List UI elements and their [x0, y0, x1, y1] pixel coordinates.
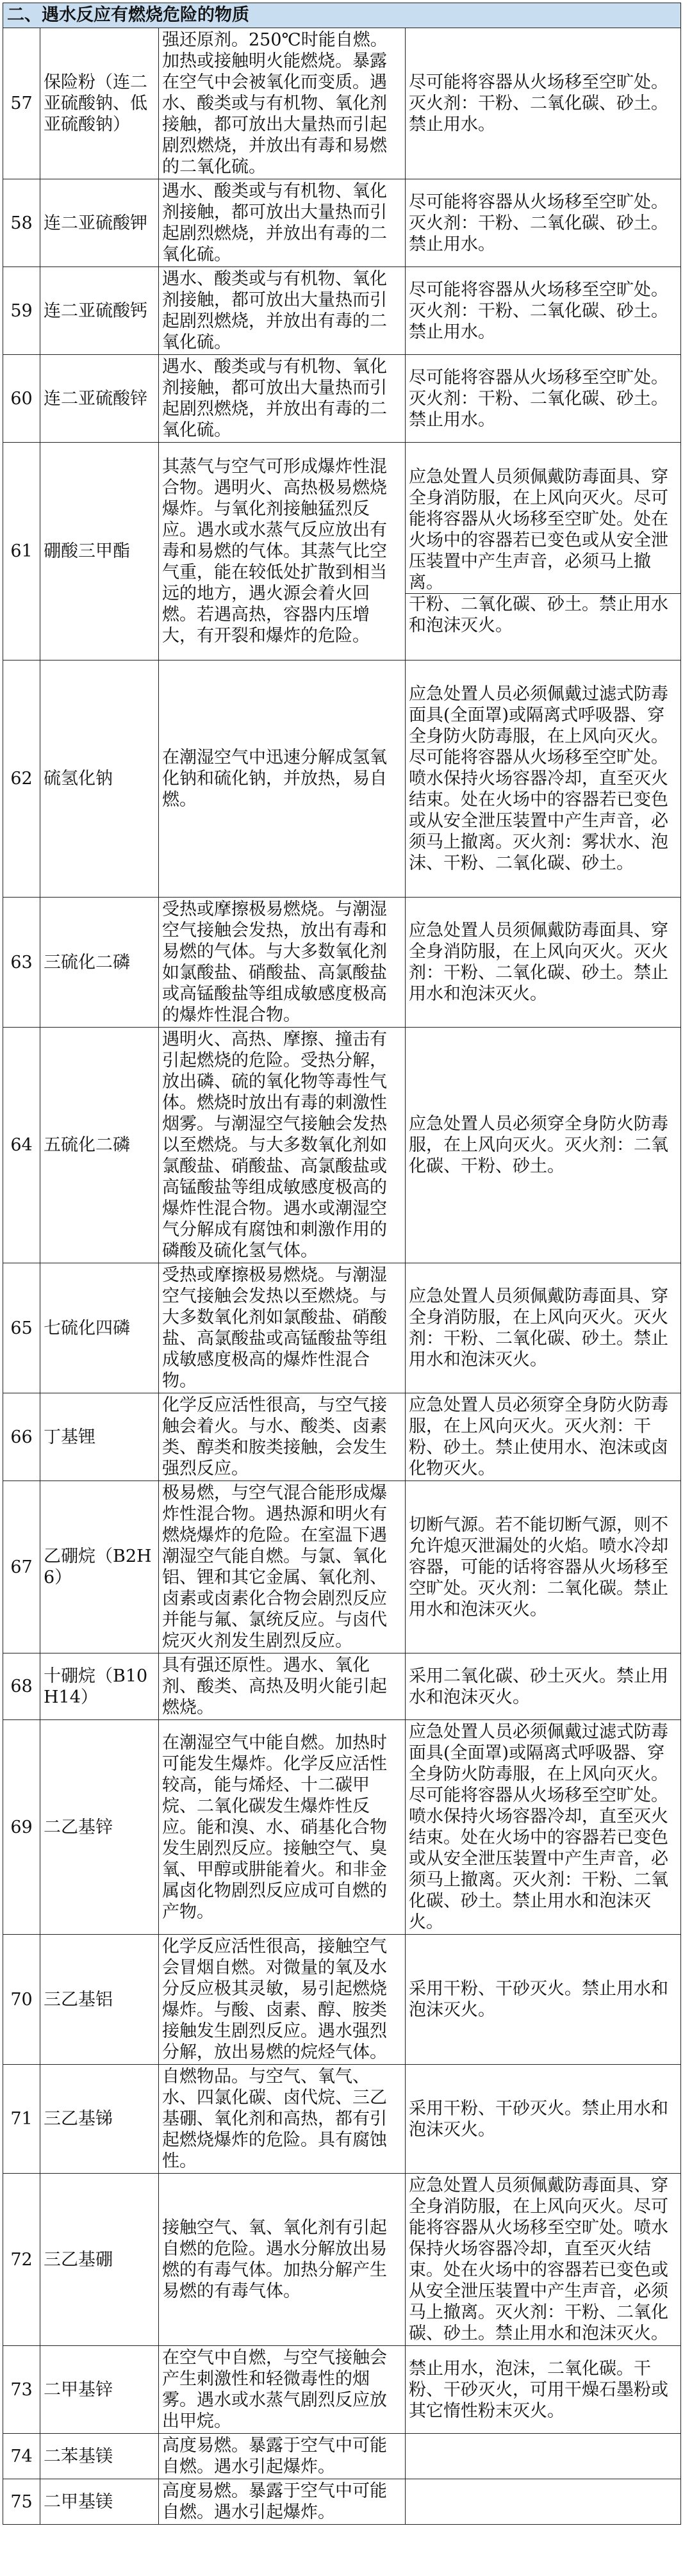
measures-part-a: 应急处置人员须佩戴防毒面具、穿全身消防服，在上风向灭火。尽可能将容器从火场移至空旷处。处在火场中的容器若已变色或从安全泄压装置中产生声音，必须马上撤离。 [409, 467, 668, 593]
chemical-name: 二乙基锌 [40, 1720, 159, 1935]
emergency-measures: 尽可能将容器从火场移至空旷处。灭火剂：干粉、二氧化碳、砂土。禁止用水。 [406, 355, 681, 443]
emergency-measures [406, 443, 681, 660]
table-row [3, 1481, 681, 1653]
row-number: 66 [3, 1393, 40, 1481]
row-number: 73 [3, 2346, 40, 2434]
row-number: 70 [3, 1935, 40, 2065]
chemical-name: 丁基锂 [40, 1393, 159, 1481]
chemical-name: 二苯基镁 [40, 2434, 159, 2479]
hazard-description: 遇水、酸类或与有机物、氧化剂接触，都可放出大量热而引起剧烈燃烧，并放出有毒的二氧化硫。 [159, 179, 406, 267]
hazard-description: 极易燃，与空气混合能形成爆炸性混合物。遇热源和明火有燃烧爆炸的危险。在室温下遇潮湿空气能自燃。与氯、氧化铝、锂和其它金属、氧化剂、卤素或卤素化合物会剧烈反应并能与氟、氯统反应。与卤代烷灭火剂发生剧烈反应。 [159, 1481, 406, 1653]
table-row [3, 1393, 681, 1481]
emergency-measures: 尽可能将容器从火场移至空旷处。灭火剂：干粉、二氧化碳、砂土。禁止用水。 [406, 267, 681, 355]
table-row [3, 267, 681, 355]
table-row [3, 2174, 681, 2346]
hazard-table [3, 3, 681, 2525]
table-row [3, 898, 681, 1028]
row-number: 68 [3, 1653, 40, 1720]
chemical-name: 二甲基镁 [40, 2479, 159, 2525]
hazard-description: 其蒸气与空气可形成爆炸性混合物。遇明火、高热极易燃烧爆炸。与氧化剂接触猛烈反应。遇水或水蒸气反应放出有毒和易燃的气体。其蒸气比空气重，能在较低处扩散到相当远的地方，遇火源会着火回燃。若遇高热，容器内压增大，有开裂和爆炸的危险。 [159, 443, 406, 660]
table-row [3, 1263, 681, 1393]
row-number: 61 [3, 443, 40, 660]
hazard-description: 受热或摩擦极易燃烧。与潮湿空气接触会发热，放出有毒和易燃的气体。与大多数氧化剂如氯酸盐、硝酸盐、高氯酸盐或高锰酸盐等组成敏感度极高的爆炸性混合物。 [159, 898, 406, 1028]
table-row [3, 1720, 681, 1935]
row-number: 67 [3, 1481, 40, 1653]
emergency-measures: 采用二氧化碳、砂土灭火。禁止用水和泡沫灭火。 [406, 1653, 681, 1720]
chemical-name: 连二亚硫酸钙 [40, 267, 159, 355]
emergency-measures: 应急处置人员须佩戴防毒面具、穿全身消防服，在上风向灭火。尽可能将容器从火场移至空旷处。喷水保持火场容器冷却，直至灭火结束。处在火场中的容器若已变色或从安全泄压装置中产生声音，必须马上撤离。灭火剂：干粉、二氧化碳、砂土。禁止用水和泡沫灭火。 [406, 2174, 681, 2346]
hazard-description: 遇明火、高热、摩擦、撞击有引起燃烧的危险。受热分解，放出磷、硫的氧化物等毒性气体。燃烧时放出有毒的刺激性烟雾。与潮湿空气接触会发热以至燃烧。与大多数氧化剂如氯酸盐、硝酸盐、高氯酸盐或高锰酸盐等组成敏感度极高的爆炸性混合物。遇水或潮湿空气分解成有腐蚀和刺激作用的磷酸及硫化氢气体。 [159, 1028, 406, 1263]
row-number: 60 [3, 355, 40, 443]
table-row [3, 355, 681, 443]
table-row [3, 2346, 681, 2434]
hazard-description: 具有强还原性。遇水、氧化剂、酸类、高热及明火能引起燃烧。 [159, 1653, 406, 1720]
hazard-description: 化学反应活性很高，与空气接触会着火。与水、酸类、卤素类、醇类和胺类接触，会发生强烈反应。 [159, 1393, 406, 1481]
emergency-measures: 应急处置人员必须佩戴过滤式防毒面具(全面罩)或隔离式呼吸器、穿全身防火防毒服，在上风向灭火。尽可能将容器从火场移至空旷处。喷水保持火场容器冷却，直至灭火结束。处在火场中的容器若已变色或从安全泄压装置中产生声音，必须马上撤离。灭火剂：干粉、二氧化碳、砂土。禁止用水和泡沫灭火。 [406, 1720, 681, 1935]
emergency-measures: 应急处置人员必须穿全身防火防毒服，在上风向灭火。灭火剂：干粉、砂土。禁止使用水、泡沫或卤化物灭火。 [406, 1393, 681, 1481]
row-number: 65 [3, 1263, 40, 1393]
table-row [3, 2479, 681, 2525]
chemical-name: 三乙基锑 [40, 2065, 159, 2174]
emergency-measures: 应急处置人员必须佩戴过滤式防毒面具(全面罩)或隔离式呼吸器、穿全身防火防毒服，在上风向灭火。尽可能将容器从火场移至空旷处。喷水保持火场容器冷却，直至灭火结束。处在火场中的容器若已变色或从安全泄压装置中产生声音，必须马上撤离。灭火剂：雾状水、泡沫、干粉、二氧化碳、砂土。 [406, 660, 681, 898]
table-row [3, 2065, 681, 2174]
chemical-name: 硫氢化钠 [40, 660, 159, 898]
row-number: 62 [3, 660, 40, 898]
chemical-name: 三硫化二磷 [40, 898, 159, 1028]
chemical-name: 二甲基锌 [40, 2346, 159, 2434]
hazard-description: 遇水、酸类或与有机物、氧化剂接触，都可放出大量热而引起剧烈燃烧，并放出有毒的二氧化硫。 [159, 267, 406, 355]
row-number: 72 [3, 2174, 40, 2346]
hazard-description: 在潮湿空气中能自燃。加热时可能发生爆炸。化学反应活性较高，能与烯烃、十二碳甲烷、二氧化碳发生爆炸性反应。能和溴、水、硝基化合物发生剧烈反应。接触空气、臭氧、甲醇或肼能着火。和非金属卤化物剧烈反应成可自燃的产物。 [159, 1720, 406, 1935]
emergency-measures: 尽可能将容器从火场移至空旷处。灭火剂：干粉、二氧化碳、砂土。禁止用水。 [406, 28, 681, 179]
table-row [3, 660, 681, 898]
chemical-name: 七硫化四磷 [40, 1263, 159, 1393]
emergency-measures: 应急处置人员须佩戴防毒面具、穿全身消防服，在上风向灭火。灭火剂：干粉、二氧化碳、砂土。禁止用水和泡沫灭火。 [406, 898, 681, 1028]
section-header-row [3, 3, 681, 28]
chemical-name: 十硼烷（B10H14） [40, 1653, 159, 1720]
chemical-name: 三乙基硼 [40, 2174, 159, 2346]
chemical-name: 保险粉（连二亚硫酸钠、低亚硫酸钠） [40, 28, 159, 179]
emergency-measures [406, 2434, 681, 2479]
emergency-measures: 切断气源。若不能切断气源，则不允许熄灭泄漏处的火焰。喷水冷却容器，可能的话将容器从火场移至空旷处。灭火剂：二氧化碳。禁止用水和泡沫灭火。 [406, 1481, 681, 1653]
emergency-measures: 应急处置人员须佩戴防毒面具、穿全身消防服，在上风向灭火。灭火剂：干粉、二氧化碳、砂土。禁止用水和泡沫灭火。 [406, 1263, 681, 1393]
table-row [3, 28, 681, 179]
chemical-table-sheet [3, 3, 680, 2525]
emergency-measures [406, 2479, 681, 2525]
row-number: 75 [3, 2479, 40, 2525]
chemical-name: 三乙基铝 [40, 1935, 159, 2065]
chemical-name: 五硫化二磷 [40, 1028, 159, 1263]
hazard-description: 在空气中自燃，与空气接触会产生刺激性和轻微毒性的烟雾。遇水或水蒸气剧烈反应放出甲烷。 [159, 2346, 406, 2434]
table-row [3, 1028, 681, 1263]
row-number: 74 [3, 2434, 40, 2479]
table-row [3, 179, 681, 267]
row-number: 69 [3, 1720, 40, 1935]
row-number: 63 [3, 898, 40, 1028]
hazard-description: 接触空气、氧、氧化剂有引起自燃的危险。遇水分解放出易燃的有毒气体。加热分解产生易燃的有毒气体。 [159, 2174, 406, 2346]
table-row [3, 1935, 681, 2065]
hazard-description: 高度易燃。暴露于空气中可能自燃。遇水引起爆炸。 [159, 2479, 406, 2525]
hazard-description: 化学反应活性很高，接触空气会冒烟自燃。对微量的氧及水分反应极其灵敏，易引起燃烧爆炸。与酸、卤素、醇、胺类接触发生剧烈反应。遇水强烈分解，放出易燃的烷烃气体。 [159, 1935, 406, 2065]
emergency-measures: 应急处置人员必须穿全身防火防毒服，在上风向灭火。灭火剂：二氧化碳、干粉、砂土。 [406, 1028, 681, 1263]
hazard-description: 强还原剂。250℃时能自燃。加热或接触明火能燃烧。暴露在空气中会被氧化而变质。遇水、酸类或与有机物、氧化剂接触，都可放出大量热而引起剧烈燃烧，并放出有毒和易燃的二氧化硫。 [159, 28, 406, 179]
table-row [3, 1653, 681, 1720]
hazard-description: 自燃物品。与空气、氧气、水、四氯化碳、卤代烷、三乙基硼、氧化剂和高热，都有引起燃烧爆炸的危险。具有腐蚀性。 [159, 2065, 406, 2174]
section-title: 二、遇水反应有燃烧危险的物质 [3, 3, 681, 28]
emergency-measures: 采用干粉、干砂灭火。禁止用水和泡沫灭火。 [406, 2065, 681, 2174]
table-row [3, 2434, 681, 2479]
chemical-name: 连二亚硫酸锌 [40, 355, 159, 443]
emergency-measures: 禁止用水，泡沫，二氧化碳。干粉、干砂灭火，可用干燥石墨粉或其它惰性粉末灭火。 [406, 2346, 681, 2434]
hazard-description: 受热或摩擦极易燃烧。与潮湿空气接触会发热以至燃烧。与大多数氧化剂如氯酸盐、硝酸盐、高氯酸盐或高锰酸盐等组成敏感度极高的爆炸性混合物。 [159, 1263, 406, 1393]
hazard-description: 遇水、酸类或与有机物、氧化剂接触，都可放出大量热而引起剧烈燃烧，并放出有毒的二氧化硫。 [159, 355, 406, 443]
hazard-description: 在潮湿空气中迅速分解成氢氧化钠和硫化钠，并放热，易自燃。 [159, 660, 406, 898]
hazard-description: 高度易燃。暴露于空气中可能自燃。遇水引起爆炸。 [159, 2434, 406, 2479]
chemical-name: 硼酸三甲酯 [40, 443, 159, 660]
emergency-measures: 采用干粉、干砂灭火。禁止用水和泡沫灭火。 [406, 1935, 681, 2065]
chemical-name: 乙硼烷（B2H6） [40, 1481, 159, 1653]
measures-part-b: 干粉、二氧化碳、砂土。禁止用水和泡沫灭火。 [406, 593, 680, 636]
row-number: 64 [3, 1028, 40, 1263]
row-number: 71 [3, 2065, 40, 2174]
row-number: 59 [3, 267, 40, 355]
chemical-name: 连二亚硫酸钾 [40, 179, 159, 267]
table-row [3, 443, 681, 660]
row-number: 58 [3, 179, 40, 267]
emergency-measures: 尽可能将容器从火场移至空旷处。灭火剂：干粉、二氧化碳、砂土。禁止用水。 [406, 179, 681, 267]
row-number: 57 [3, 28, 40, 179]
